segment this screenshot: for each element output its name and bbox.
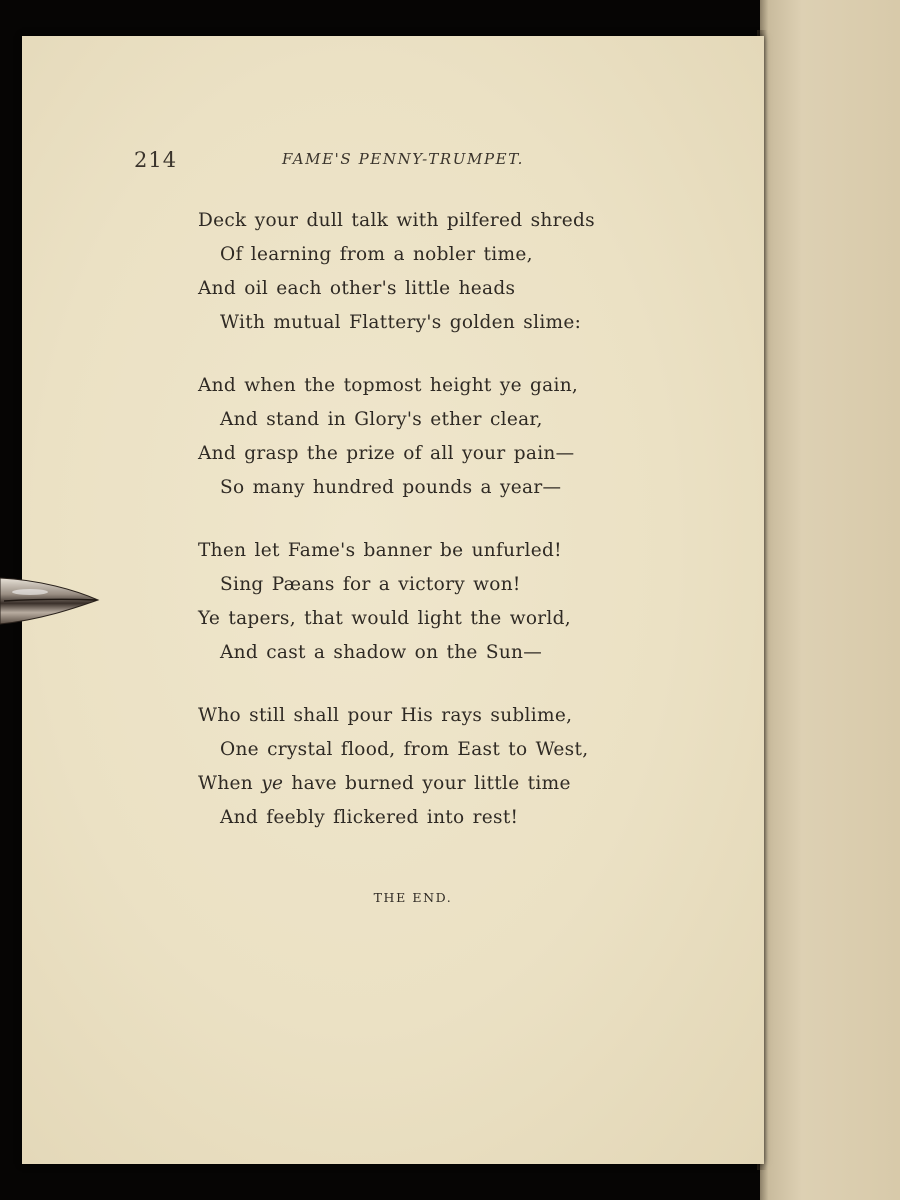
poem-line: One crystal flood, from East to West,: [220, 739, 589, 760]
the-end: THE END.: [373, 890, 453, 905]
stanza-4: [198, 699, 618, 835]
poem-line: Of learning from a nobler time,: [220, 244, 533, 265]
line-text: When: [198, 773, 262, 794]
poem-line: And stand in Glory's ether clear,: [220, 409, 543, 430]
facing-page-edge: [760, 0, 900, 1200]
poem-line: And when the topmost height ye gain,: [198, 375, 579, 396]
page-number: 214: [134, 148, 178, 172]
book-page: [22, 36, 764, 1164]
stanza-1: [198, 204, 618, 340]
poem-line: And cast a shadow on the Sun—: [220, 642, 543, 663]
stanza-3: [198, 534, 618, 670]
page-header: [134, 148, 654, 178]
poem-line: Ye tapers, that would light the world,: [198, 608, 571, 629]
poem-line: And grasp the prize of all your pain—: [198, 443, 575, 464]
line-text: have burned your little time: [283, 773, 571, 794]
poem-line: Deck your dull talk with pilfered shreds: [198, 210, 595, 231]
poem-line: Who still shall pour His rays sublime,: [198, 705, 573, 726]
pen-nib-pointer: [0, 568, 100, 638]
poem-line: So many hundred pounds a year—: [220, 477, 562, 498]
running-title: FAME'S PENNY-TRUMPET.: [282, 150, 525, 168]
poem-line: And feebly flickered into rest!: [220, 807, 519, 828]
italic-word: ye: [261, 773, 284, 794]
poem-line: Sing Pæans for a victory won!: [220, 574, 521, 595]
stanza-2: [198, 369, 618, 505]
poem-line: And oil each other's little heads: [198, 278, 516, 299]
poem-line: With mutual Flattery's golden slime:: [220, 312, 582, 333]
poem: [198, 204, 618, 864]
poem-line: Then let Fame's banner be unfurled!: [198, 540, 562, 561]
poem-line: [198, 767, 618, 801]
